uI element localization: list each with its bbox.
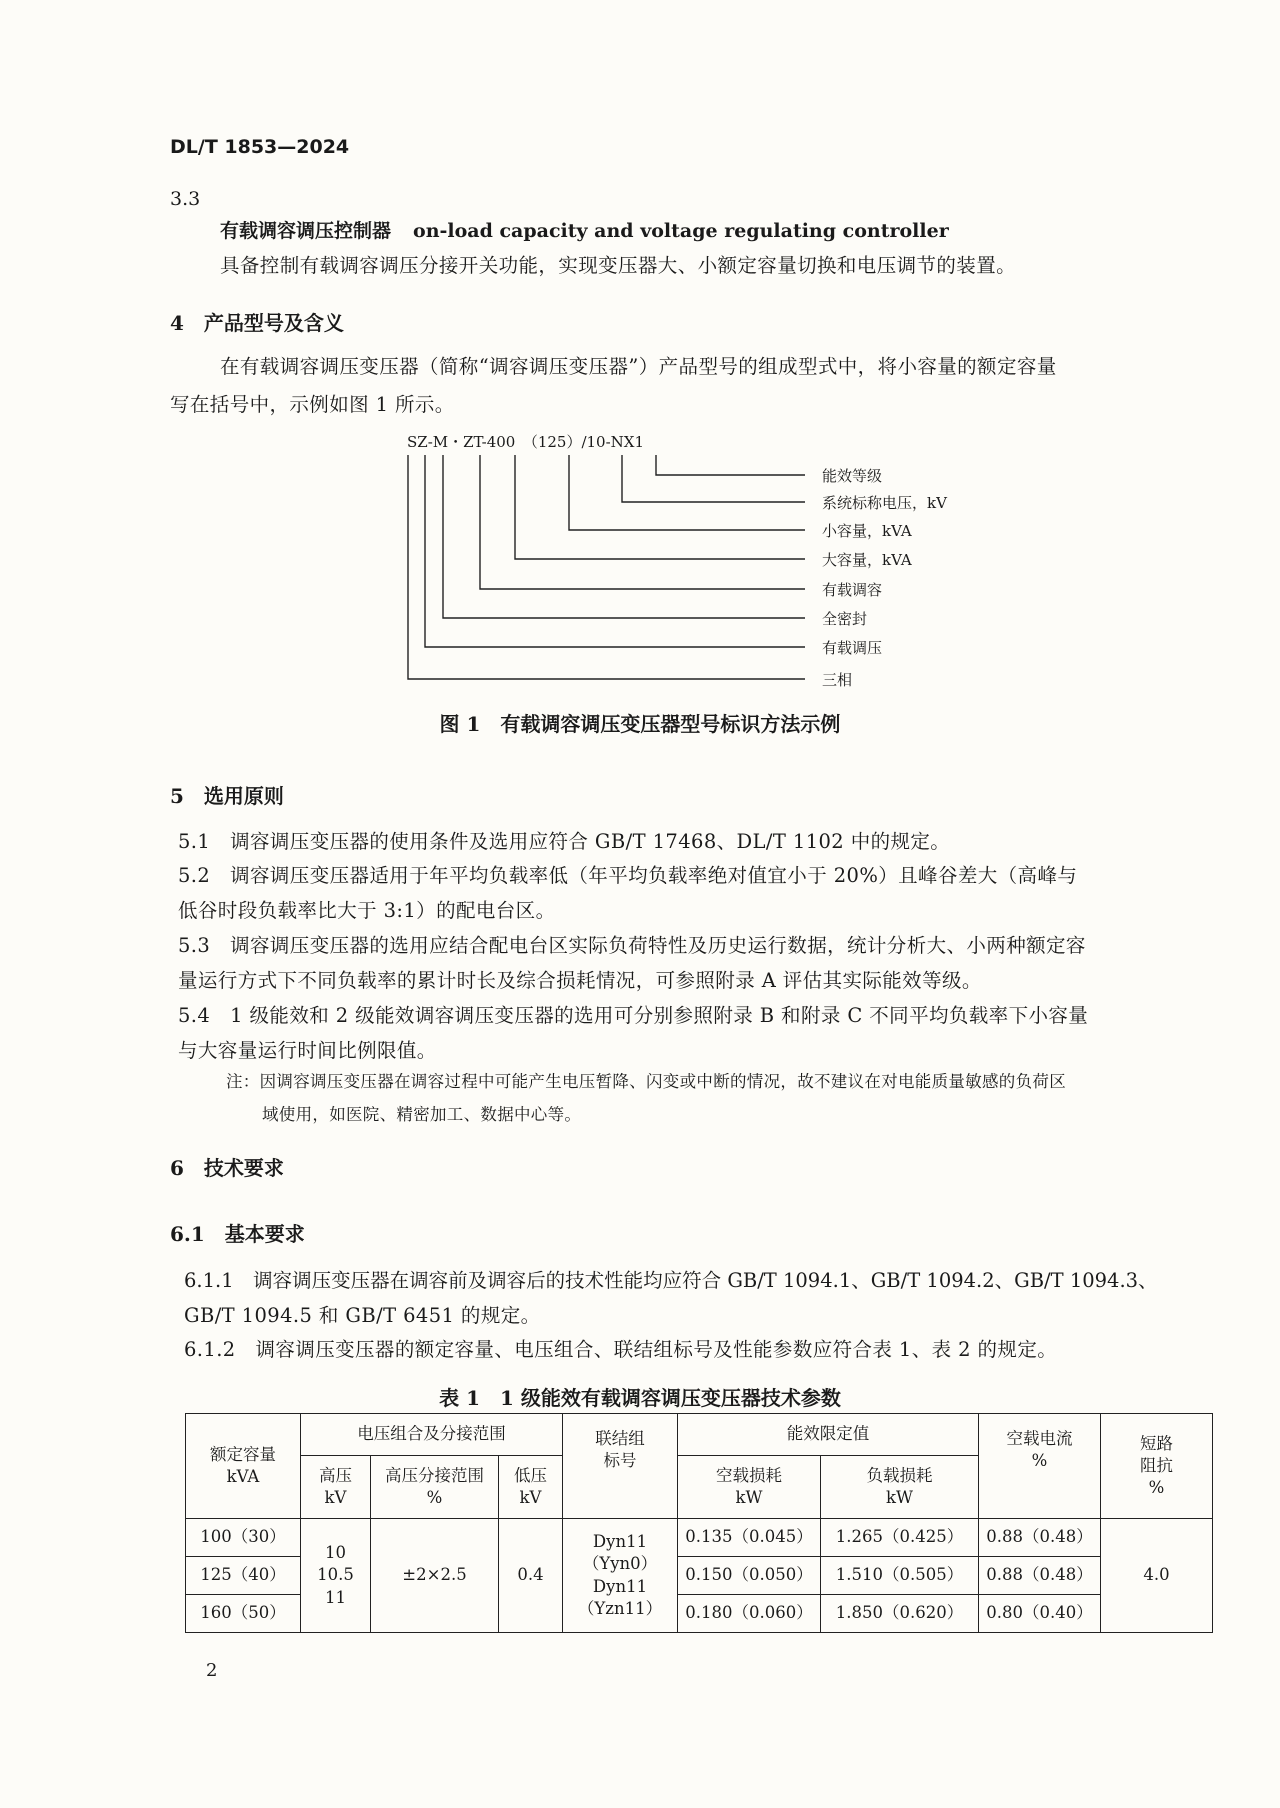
figure-caption: 图 1 有载调容调压变压器型号标识方法示例 [439, 712, 841, 736]
leader-line-sealed [443, 455, 805, 618]
label-three-phase: 三相 [822, 671, 853, 689]
header-efficiency-limits: 能效限定值 [678, 1414, 979, 1456]
header-connection-symbol: 联结组 标号 [563, 1414, 678, 1519]
diagram-labels [822, 467, 948, 689]
clause-5-2-line-2: 低谷时段负载率比大于 3:1）的配电台区。 [178, 899, 556, 922]
cell-lv-value: 0.4 [499, 1519, 563, 1633]
label-nominal-voltage: 系统标称电压，kV [822, 494, 947, 512]
note-line-2: 域使用，如医院、精密加工、数据中心等。 [262, 1105, 582, 1124]
label-energy-class: 能效等级 [822, 467, 883, 485]
cell-no-load-loss: 0.150（0.050） [678, 1557, 821, 1595]
cell-load-loss: 1.265（0.425） [821, 1519, 979, 1557]
section-4-para-line-1: 在有载调容调压变压器（简称“调容调压变压器”）产品型号的组成型式中，将小容量的额定容量 [220, 355, 1057, 378]
clause-6-1-1-line-2: GB/T 1094.5 和 GB/T 6451 的规定。 [184, 1304, 541, 1327]
label-large-capacity: 大容量，kVA [822, 551, 912, 569]
section-4-title: 4 产品型号及含义 [170, 311, 344, 335]
table-row [186, 1519, 1213, 1557]
cell-load-loss: 1.850（0.620） [821, 1595, 979, 1633]
standard-code: DL/T 1853—2024 [170, 136, 350, 158]
table-caption: 表 1 1 级能效有载调容调压变压器技术参数 [439, 1386, 841, 1410]
clause-5-3-line-1: 5.3 调容调压变压器的选用应结合配电台区实际负荷特性及历史运行数据，统计分析大、小两种额定容 [178, 934, 1086, 957]
leader-line-three-phase [408, 455, 805, 679]
section-4-para-line-2: 写在括号中，示例如图 1 所示。 [170, 393, 455, 416]
cell-no-load-current: 0.88（0.48） [979, 1557, 1101, 1595]
header-voltage-group: 电压组合及分接范围 [301, 1414, 563, 1456]
page-number: 2 [206, 1660, 218, 1681]
clause-5-4-line-1: 5.4 1 级能效和 2 级能效调容调压变压器的选用可分别参照附录 B 和附录 C 不同平均负载率下小容量 [178, 1004, 1089, 1027]
cell-capacity: 125（40） [186, 1557, 301, 1595]
cell-hv-tap-range: ±2×2.5 [371, 1519, 499, 1633]
clause-6-1-1-line-1: 6.1.1 调容调压变压器在调容前及调容后的技术性能均应符合 GB/T 1094.1、GB/T 1094.2、GB/T 1094.3、 [184, 1269, 1158, 1292]
cell-no-load-current: 0.88（0.48） [979, 1519, 1101, 1557]
leader-line-voltage [622, 455, 805, 502]
clause-5-3-line-2: 量运行方式下不同负载率的累计时长及综合损耗情况，可参照附录 A 评估其实际能效等级。 [178, 969, 982, 992]
header-load-loss: 负载损耗 kW [821, 1456, 979, 1519]
cell-capacity: 160（50） [186, 1595, 301, 1633]
label-voltage-regulating: 有载调压 [822, 639, 883, 657]
label-small-capacity: 小容量，kVA [822, 522, 912, 540]
label-fully-sealed: 全密封 [822, 610, 868, 628]
header-short-circuit-impedance: 短路 阻抗 % [1101, 1414, 1213, 1519]
cell-hv-values: 10 10.5 11 [301, 1519, 371, 1633]
term-en: on-load capacity and voltage regulating controller [413, 220, 949, 242]
term-definition: 具备控制有载调容调压分接开关功能，实现变压器大、小额定容量切换和电压调节的装置。 [220, 254, 1017, 277]
header-no-load-current: 空载电流 % [979, 1414, 1101, 1519]
cell-capacity: 100（30） [186, 1519, 301, 1557]
header-rated-capacity: 额定容量 kVA [186, 1414, 301, 1519]
cell-short-circuit-impedance: 4.0 [1101, 1519, 1213, 1633]
cell-no-load-loss: 0.180（0.060） [678, 1595, 821, 1633]
model-code: SZ-M・ZT-400 （125）/10-NX1 [407, 433, 645, 451]
header-no-load-loss: 空载损耗 kW [678, 1456, 821, 1519]
header-hv-tap-range: 高压分接范围 % [371, 1456, 499, 1519]
clause-5-1: 5.1 调容调压变压器的使用条件及选用应符合 GB/T 17468、DL/T 1102 中的规定。 [178, 830, 951, 853]
leader-line-large-capacity [515, 455, 805, 559]
clause-6-1-2: 6.1.2 调容调压变压器的额定容量、电压组合、联结组标号及性能参数应符合表 1、表 2 的规定。 [184, 1338, 1058, 1361]
cell-no-load-current: 0.80（0.40） [979, 1595, 1101, 1633]
cell-load-loss: 1.510（0.505） [821, 1557, 979, 1595]
clause-5-4-line-2: 与大容量运行时间比例限值。 [178, 1039, 437, 1062]
technical-parameters-table [185, 1413, 1213, 1633]
section-6-title: 6 技术要求 [170, 1156, 284, 1180]
diagram-leader-lines [408, 455, 805, 679]
cell-no-load-loss: 0.135（0.045） [678, 1519, 821, 1557]
clause-number-3-3: 3.3 [170, 188, 201, 210]
header-lv: 低压 kV [499, 1456, 563, 1519]
leader-line-small-capacity [569, 455, 805, 530]
leader-line-energy-class [656, 455, 805, 475]
header-hv: 高压 kV [301, 1456, 371, 1519]
section-5-title: 5 选用原则 [170, 784, 284, 808]
clause-5-2-line-1: 5.2 调容调压变压器适用于年平均负载率低（年平均负载率绝对值宜小于 20%）且峰谷差大（高峰与 [178, 864, 1078, 887]
subsection-6-1-title: 6.1 基本要求 [170, 1222, 305, 1246]
cell-connection-symbols: Dyn11 （Yyn0） Dyn11 （Yzn11） [563, 1519, 678, 1633]
label-capacity-regulating: 有载调容 [822, 581, 883, 599]
term-cn: 有载调容调压控制器 [220, 220, 392, 242]
note-line-1: 注：因调容调压变压器在调容过程中可能产生电压暂降、闪变或中断的情况，故不建议在对电能质量敏感的负荷区 [226, 1072, 1066, 1091]
